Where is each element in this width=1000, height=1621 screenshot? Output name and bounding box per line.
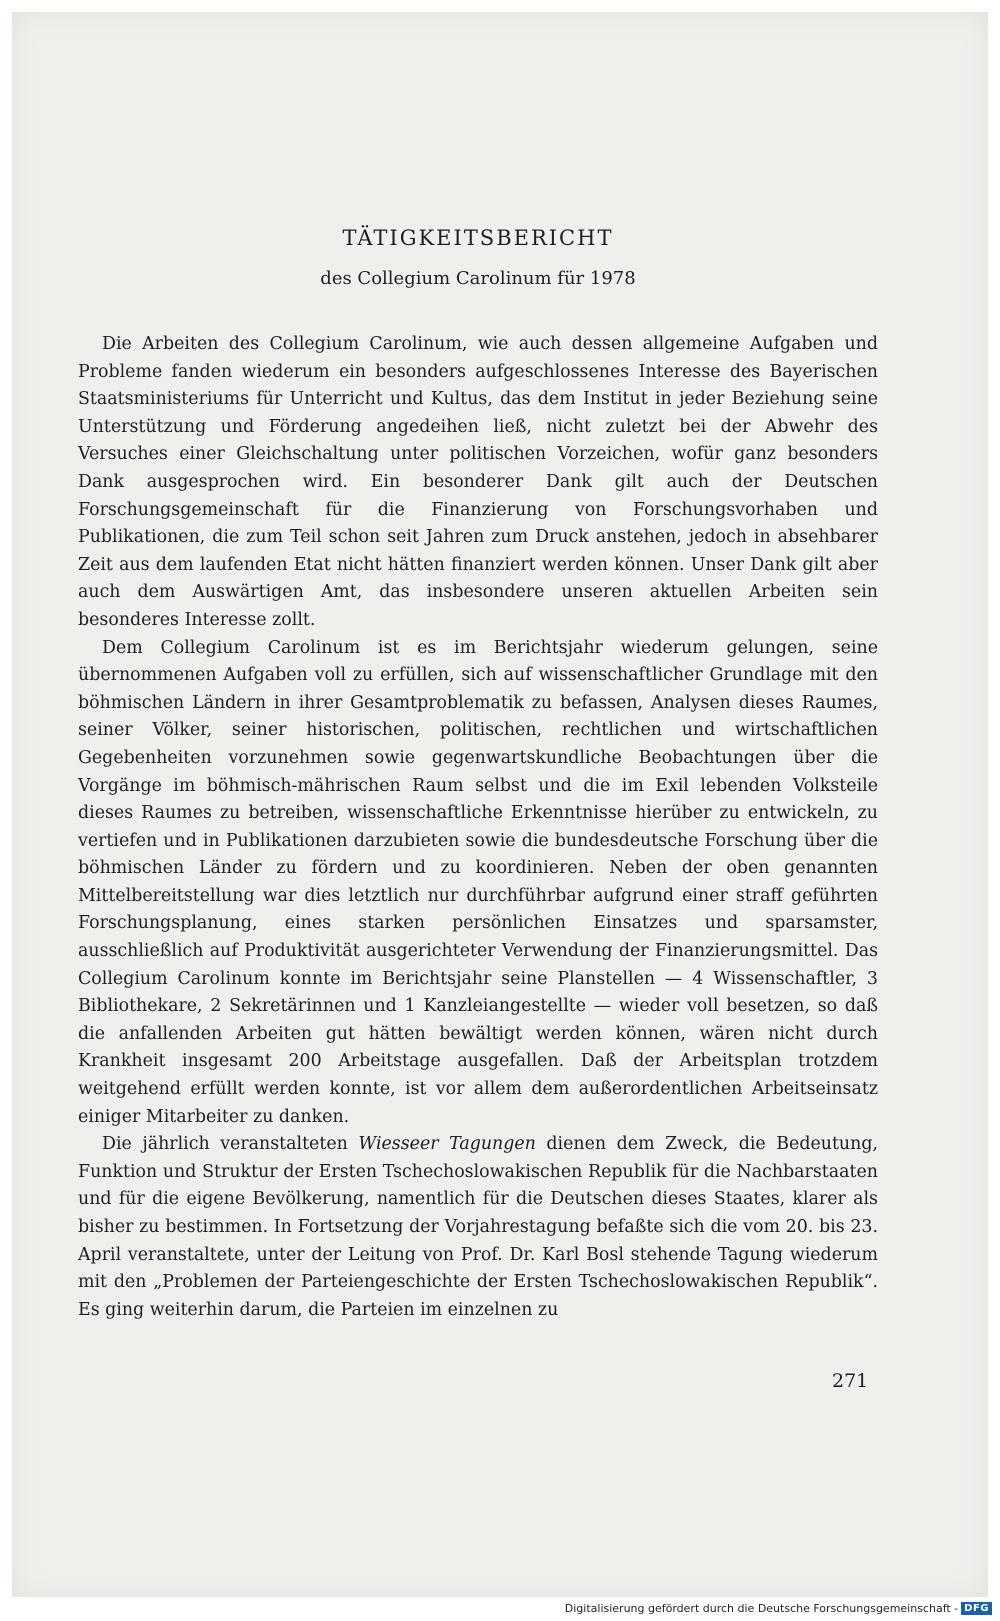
- scanned-page: [12, 12, 988, 1597]
- footer-text: Digitalisierung gefördert durch die Deutsche Forschungsgemeinschaft -: [564, 1602, 959, 1615]
- italic-term: Wiesseer Tagungen: [358, 1134, 536, 1155]
- document-body: [78, 212, 878, 1324]
- dfg-logo: DFG: [961, 1602, 992, 1615]
- paragraph-text: dienen dem Zweck, die Bedeutung, Funktion und Struktur der Ersten Tschechoslowakischen Republik für die Nachbarstaaten und für die eigene Bevölkerung, namentlich für die Deutschen dieses Staates, klarer als bisher zu bestimmen. In Fortsetzung der Vorjahrestagung befaßte sich die vom 20. bis 23. April veranstaltete, unter der Leitung von Prof. Dr. Karl Bosl stehende Tagung wiederum mit den „Problemen der Parteiengeschichte der Ersten Tschechoslowakischen Republik“. Es ging weiterhin darum, die Parteien im einzelnen zu: [78, 1134, 878, 1320]
- digitization-footer: [565, 1602, 992, 1615]
- document-subtitle: des Collegium Carolinum für 1978: [320, 268, 636, 289]
- paragraph-text: Dem Collegium Carolinum ist es im Berichtsjahr wiederum gelungen, seine übernommenen Aufgaben voll zu erfüllen, sich auf wissenschaftlicher Grundlage mit den böhmischen Ländern in ihrer Gesamtproblematik zu befassen, Analysen dieses Raumes, seiner Völker, seiner historischen, politischen, rechtlichen und wirtschaftlichen Gegebenheiten vorzunehmen sowie gegenwartskundliche Beobachtungen über die Vorgänge im böhmisch-mährischen Raum selbst und die im Exil lebenden Volksteile dieses Raumes zu betreiben, wissenschaftliche Erkenntnisse hierüber zu entwickeln, zu vertiefen und in Publikationen darzubieten sowie die bundesdeutsche Forschung über die böhmischen Länder zu fördern und zu koordinieren. Neben der oben genannten Mittelbereitstellung war dies letztlich nur durchführbar aufgrund einer straff geführten Forschungsplanung, eines starken persönlichen Einsatzes und sparsamster, ausschließlich auf Produktivität ausgerichteter Verwendung der Finanzierungsmittel. Das Collegium Carolinum konnte im Berichtsjahr seine Planstellen — 4 Wissenschaftler, 3 Bibliothekare, 2 Sekretärinnen und 1 Kanzleiangestellte — wieder voll besetzen, so daß die anfallenden Arbeiten gut hätten bewältigt werden können, wären nicht durch Krankheit insgesamt 200 Arbeitstage ausgefallen. Daß der Arbeitsplan trotzdem weitgehend erfüllt werden konnte, ist vor allem dem außerordentlichen Arbeitseinsatz einiger Mitarbeiter zu danken.: [78, 637, 878, 1127]
- paragraph-2: [78, 635, 878, 1132]
- paragraph-text: Die Arbeiten des Collegium Carolinum, wie auch dessen allgemeine Aufgaben und Probleme fanden wiederum ein besonders aufgeschlossenes Interesse des Bayerischen Staatsministeriums für Unterricht und Kultus, das dem Institut in jeder Beziehung seine Unterstützung und Förderung angedeihen ließ, nicht zuletzt bei der Abwehr des Versuches einer Gleichschaltung unter politischen Vorzeichen, wofür ganz besonders Dank ausgesprochen wird. Ein besonderer Dank gilt auch der Deutschen Forschungsgemeinschaft für die Finanzierung von Forschungsvorhaben und Publikationen, die zum Teil schon seit Jahren zum Druck anstehen, jedoch in absehbarer Zeit aus dem laufenden Etat nicht hätten finanziert werden können. Unser Dank gilt aber auch dem Auswärtigen Amt, das insbesondere unseren aktuellen Arbeiten sein besonderes Interesse zollt.: [78, 334, 878, 630]
- body-text: [78, 331, 878, 1324]
- paragraph-1: [78, 331, 878, 635]
- paragraph-text: Die jährlich veranstalteten: [102, 1134, 359, 1155]
- document-title: TÄTIGKEITSBERICHT: [342, 226, 614, 250]
- paragraph-3: [78, 1131, 878, 1324]
- page-number: 271: [832, 1370, 869, 1392]
